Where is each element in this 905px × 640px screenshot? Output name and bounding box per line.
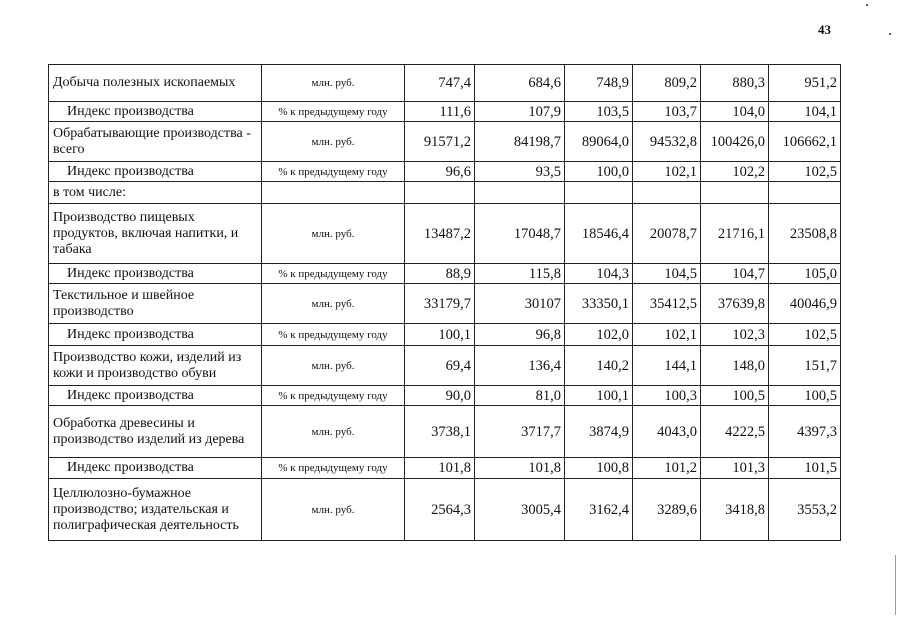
value-cell: 101,8 xyxy=(405,458,475,479)
row-name: Индекс производства xyxy=(49,458,262,479)
row-name: Обрабатывающие производства - всего xyxy=(49,122,262,162)
row-name: Текстильное и швейное производство xyxy=(49,284,262,324)
value-cell: 3418,8 xyxy=(701,479,769,541)
scan-speck xyxy=(866,4,868,6)
table-row xyxy=(49,162,841,182)
value-cell: 148,0 xyxy=(701,346,769,386)
row-name: Индекс производства xyxy=(49,102,262,122)
row-unit: % к предыдущему году xyxy=(262,386,405,406)
value-cell: 107,9 xyxy=(475,102,565,122)
value-cell: 100,1 xyxy=(565,386,633,406)
value-cell: 748,9 xyxy=(565,65,633,102)
row-name: Целлюлозно-бумажное производство; издательская и полиграфическая деятельность xyxy=(49,479,262,541)
table-row xyxy=(49,324,841,346)
value-cell: 747,4 xyxy=(405,65,475,102)
row-unit xyxy=(262,182,405,204)
value-cell: 84198,7 xyxy=(475,122,565,162)
value-cell: 88,9 xyxy=(405,264,475,284)
value-cell: 18546,4 xyxy=(565,204,633,264)
table-row xyxy=(49,264,841,284)
value-cell: 17048,7 xyxy=(475,204,565,264)
table-row xyxy=(49,386,841,406)
value-cell: 3162,4 xyxy=(565,479,633,541)
row-name: Обработка древесины и производство изделий из дерева xyxy=(49,406,262,458)
table-row xyxy=(49,346,841,386)
value-cell: 94532,8 xyxy=(633,122,701,162)
value-cell: 104,1 xyxy=(769,102,841,122)
row-name: в том числе: xyxy=(49,182,262,204)
row-unit: % к предыдущему году xyxy=(262,102,405,122)
value-cell xyxy=(405,182,475,204)
value-cell: 81,0 xyxy=(475,386,565,406)
table-row xyxy=(49,182,841,204)
row-unit: млн. руб. xyxy=(262,65,405,102)
scan-speck xyxy=(889,33,891,35)
value-cell: 101,5 xyxy=(769,458,841,479)
value-cell: 23508,8 xyxy=(769,204,841,264)
value-cell: 880,3 xyxy=(701,65,769,102)
value-cell: 106662,1 xyxy=(769,122,841,162)
production-table xyxy=(48,64,841,541)
value-cell: 3289,6 xyxy=(633,479,701,541)
value-cell: 100,5 xyxy=(769,386,841,406)
value-cell: 101,2 xyxy=(633,458,701,479)
row-unit: % к предыдущему году xyxy=(262,162,405,182)
value-cell: 3738,1 xyxy=(405,406,475,458)
value-cell xyxy=(565,182,633,204)
value-cell: 144,1 xyxy=(633,346,701,386)
table-row xyxy=(49,479,841,541)
value-cell: 951,2 xyxy=(769,65,841,102)
value-cell: 30107 xyxy=(475,284,565,324)
value-cell: 100,0 xyxy=(565,162,633,182)
value-cell: 104,5 xyxy=(633,264,701,284)
value-cell: 104,7 xyxy=(701,264,769,284)
value-cell: 100,8 xyxy=(565,458,633,479)
value-cell: 136,4 xyxy=(475,346,565,386)
value-cell: 37639,8 xyxy=(701,284,769,324)
value-cell: 104,0 xyxy=(701,102,769,122)
value-cell: 3005,4 xyxy=(475,479,565,541)
row-name: Индекс производства xyxy=(49,264,262,284)
value-cell: 105,0 xyxy=(769,264,841,284)
value-cell xyxy=(475,182,565,204)
value-cell: 101,3 xyxy=(701,458,769,479)
value-cell: 90,0 xyxy=(405,386,475,406)
row-unit: % к предыдущему году xyxy=(262,324,405,346)
value-cell: 684,6 xyxy=(475,65,565,102)
value-cell: 102,5 xyxy=(769,162,841,182)
value-cell: 4043,0 xyxy=(633,406,701,458)
table-row xyxy=(49,458,841,479)
scan-edge-line xyxy=(895,555,896,615)
value-cell: 89064,0 xyxy=(565,122,633,162)
value-cell: 96,6 xyxy=(405,162,475,182)
row-name: Производство кожи, изделий из кожи и производство обуви xyxy=(49,346,262,386)
value-cell: 103,7 xyxy=(633,102,701,122)
value-cell: 100,3 xyxy=(633,386,701,406)
value-cell: 21716,1 xyxy=(701,204,769,264)
table-row xyxy=(49,406,841,458)
value-cell xyxy=(633,182,701,204)
value-cell: 100426,0 xyxy=(701,122,769,162)
value-cell: 3874,9 xyxy=(565,406,633,458)
value-cell: 111,6 xyxy=(405,102,475,122)
value-cell: 3553,2 xyxy=(769,479,841,541)
value-cell: 151,7 xyxy=(769,346,841,386)
value-cell: 100,5 xyxy=(701,386,769,406)
value-cell: 20078,7 xyxy=(633,204,701,264)
row-unit: млн. руб. xyxy=(262,346,405,386)
row-name: Производство пищевых продуктов, включая напитки, и табака xyxy=(49,204,262,264)
value-cell: 101,8 xyxy=(475,458,565,479)
value-cell: 4222,5 xyxy=(701,406,769,458)
row-name: Индекс производства xyxy=(49,162,262,182)
value-cell: 102,0 xyxy=(565,324,633,346)
value-cell: 2564,3 xyxy=(405,479,475,541)
value-cell: 809,2 xyxy=(633,65,701,102)
table-row xyxy=(49,204,841,264)
row-name: Добыча полезных ископаемых xyxy=(49,65,262,102)
value-cell: 40046,9 xyxy=(769,284,841,324)
value-cell: 96,8 xyxy=(475,324,565,346)
value-cell: 93,5 xyxy=(475,162,565,182)
value-cell: 100,1 xyxy=(405,324,475,346)
table-row xyxy=(49,122,841,162)
value-cell: 13487,2 xyxy=(405,204,475,264)
value-cell xyxy=(769,182,841,204)
row-unit: млн. руб. xyxy=(262,204,405,264)
value-cell: 140,2 xyxy=(565,346,633,386)
row-unit: % к предыдущему году xyxy=(262,264,405,284)
row-unit: млн. руб. xyxy=(262,406,405,458)
value-cell: 35412,5 xyxy=(633,284,701,324)
table-row xyxy=(49,284,841,324)
row-name: Индекс производства xyxy=(49,324,262,346)
value-cell: 4397,3 xyxy=(769,406,841,458)
row-unit: млн. руб. xyxy=(262,479,405,541)
value-cell: 102,5 xyxy=(769,324,841,346)
table-row xyxy=(49,102,841,122)
value-cell: 102,3 xyxy=(701,324,769,346)
row-unit: % к предыдущему году xyxy=(262,458,405,479)
row-name: Индекс производства xyxy=(49,386,262,406)
value-cell xyxy=(701,182,769,204)
value-cell: 104,3 xyxy=(565,264,633,284)
value-cell: 69,4 xyxy=(405,346,475,386)
value-cell: 102,2 xyxy=(701,162,769,182)
value-cell: 102,1 xyxy=(633,162,701,182)
row-unit: млн. руб. xyxy=(262,284,405,324)
table-row xyxy=(49,65,841,102)
value-cell: 3717,7 xyxy=(475,406,565,458)
value-cell: 33179,7 xyxy=(405,284,475,324)
row-unit: млн. руб. xyxy=(262,122,405,162)
value-cell: 103,5 xyxy=(565,102,633,122)
value-cell: 102,1 xyxy=(633,324,701,346)
value-cell: 33350,1 xyxy=(565,284,633,324)
value-cell: 91571,2 xyxy=(405,122,475,162)
page-number: 43 xyxy=(818,22,831,37)
value-cell: 115,8 xyxy=(475,264,565,284)
